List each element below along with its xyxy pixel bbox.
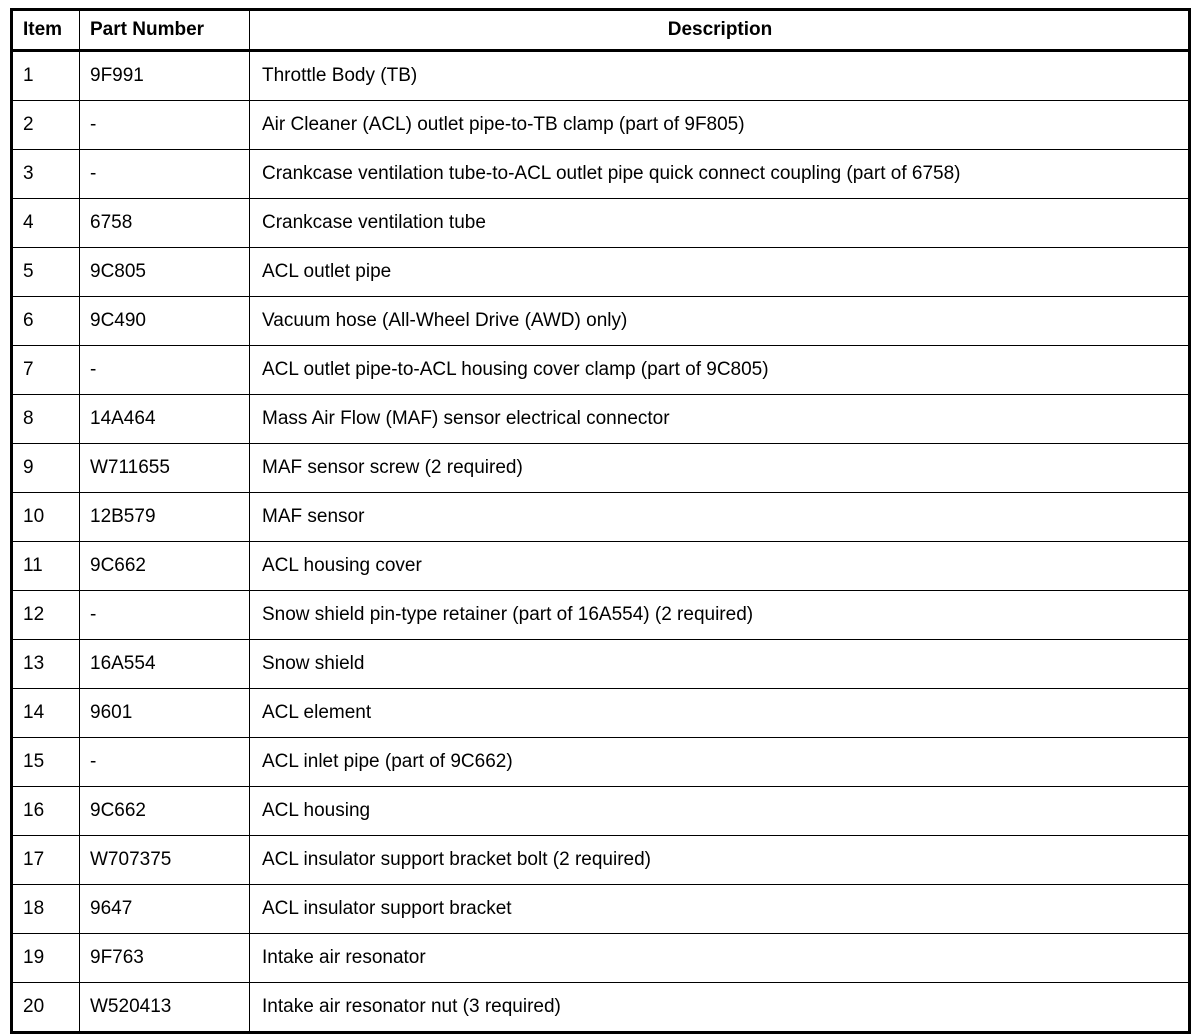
cell-part-number: 9C662 [80, 787, 250, 836]
cell-item: 15 [12, 738, 80, 787]
cell-description: Throttle Body (TB) [250, 51, 1190, 101]
table-row [12, 885, 1190, 934]
table-row [12, 346, 1190, 395]
cell-description: ACL outlet pipe-to-ACL housing cover clamp (part of 9C805) [250, 346, 1190, 395]
cell-description: Intake air resonator [250, 934, 1190, 983]
cell-item: 2 [12, 101, 80, 150]
column-header-description: Description [250, 10, 1190, 51]
cell-part-number: 9C490 [80, 297, 250, 346]
cell-item: 13 [12, 640, 80, 689]
cell-item: 10 [12, 493, 80, 542]
cell-part-number: 16A554 [80, 640, 250, 689]
cell-part-number: 9C805 [80, 248, 250, 297]
table-row [12, 640, 1190, 689]
cell-item: 20 [12, 983, 80, 1033]
table-row [12, 248, 1190, 297]
cell-part-number: - [80, 346, 250, 395]
cell-description: Mass Air Flow (MAF) sensor electrical connector [250, 395, 1190, 444]
cell-part-number: 9C662 [80, 542, 250, 591]
cell-description: MAF sensor screw (2 required) [250, 444, 1190, 493]
cell-description: Air Cleaner (ACL) outlet pipe-to-TB clamp (part of 9F805) [250, 101, 1190, 150]
table-row [12, 444, 1190, 493]
cell-item: 12 [12, 591, 80, 640]
cell-part-number: 9F991 [80, 51, 250, 101]
cell-part-number: 12B579 [80, 493, 250, 542]
cell-part-number: - [80, 738, 250, 787]
cell-item: 1 [12, 51, 80, 101]
table-header [12, 10, 1190, 51]
cell-part-number: 9F763 [80, 934, 250, 983]
cell-description: Vacuum hose (All-Wheel Drive (AWD) only) [250, 297, 1190, 346]
cell-description: Intake air resonator nut (3 required) [250, 983, 1190, 1033]
cell-item: 3 [12, 150, 80, 199]
cell-item: 7 [12, 346, 80, 395]
cell-description: ACL outlet pipe [250, 248, 1190, 297]
cell-description: Snow shield pin-type retainer (part of 16A554) (2 required) [250, 591, 1190, 640]
table-body [12, 51, 1190, 1033]
table-header-row [12, 10, 1190, 51]
cell-description: Crankcase ventilation tube-to-ACL outlet pipe quick connect coupling (part of 6758) [250, 150, 1190, 199]
cell-item: 6 [12, 297, 80, 346]
cell-part-number: W707375 [80, 836, 250, 885]
cell-part-number: 9647 [80, 885, 250, 934]
table-row [12, 51, 1190, 101]
cell-part-number: W520413 [80, 983, 250, 1033]
cell-item: 8 [12, 395, 80, 444]
table-row [12, 150, 1190, 199]
table-row [12, 787, 1190, 836]
table-row [12, 542, 1190, 591]
cell-part-number: - [80, 101, 250, 150]
cell-description: MAF sensor [250, 493, 1190, 542]
table-row [12, 297, 1190, 346]
cell-description: ACL housing cover [250, 542, 1190, 591]
cell-part-number: 14A464 [80, 395, 250, 444]
cell-item: 17 [12, 836, 80, 885]
cell-description: Snow shield [250, 640, 1190, 689]
table-row [12, 493, 1190, 542]
cell-item: 4 [12, 199, 80, 248]
cell-part-number: 9601 [80, 689, 250, 738]
table-row [12, 591, 1190, 640]
cell-item: 19 [12, 934, 80, 983]
cell-item: 11 [12, 542, 80, 591]
cell-description: ACL element [250, 689, 1190, 738]
cell-description: ACL inlet pipe (part of 9C662) [250, 738, 1190, 787]
cell-item: 5 [12, 248, 80, 297]
cell-description: ACL insulator support bracket [250, 885, 1190, 934]
cell-item: 14 [12, 689, 80, 738]
column-header-part-number: Part Number [80, 10, 250, 51]
table-row [12, 199, 1190, 248]
cell-item: 16 [12, 787, 80, 836]
cell-part-number: - [80, 150, 250, 199]
cell-description: Crankcase ventilation tube [250, 199, 1190, 248]
table-row [12, 934, 1190, 983]
table-row [12, 101, 1190, 150]
cell-part-number: - [80, 591, 250, 640]
cell-item: 18 [12, 885, 80, 934]
cell-item: 9 [12, 444, 80, 493]
parts-table [10, 8, 1191, 1034]
cell-description: ACL housing [250, 787, 1190, 836]
column-header-item: Item [12, 10, 80, 51]
cell-part-number: W711655 [80, 444, 250, 493]
table-row [12, 983, 1190, 1033]
cell-description: ACL insulator support bracket bolt (2 required) [250, 836, 1190, 885]
table-row [12, 738, 1190, 787]
table-row [12, 836, 1190, 885]
table-row [12, 395, 1190, 444]
table-row [12, 689, 1190, 738]
cell-part-number: 6758 [80, 199, 250, 248]
